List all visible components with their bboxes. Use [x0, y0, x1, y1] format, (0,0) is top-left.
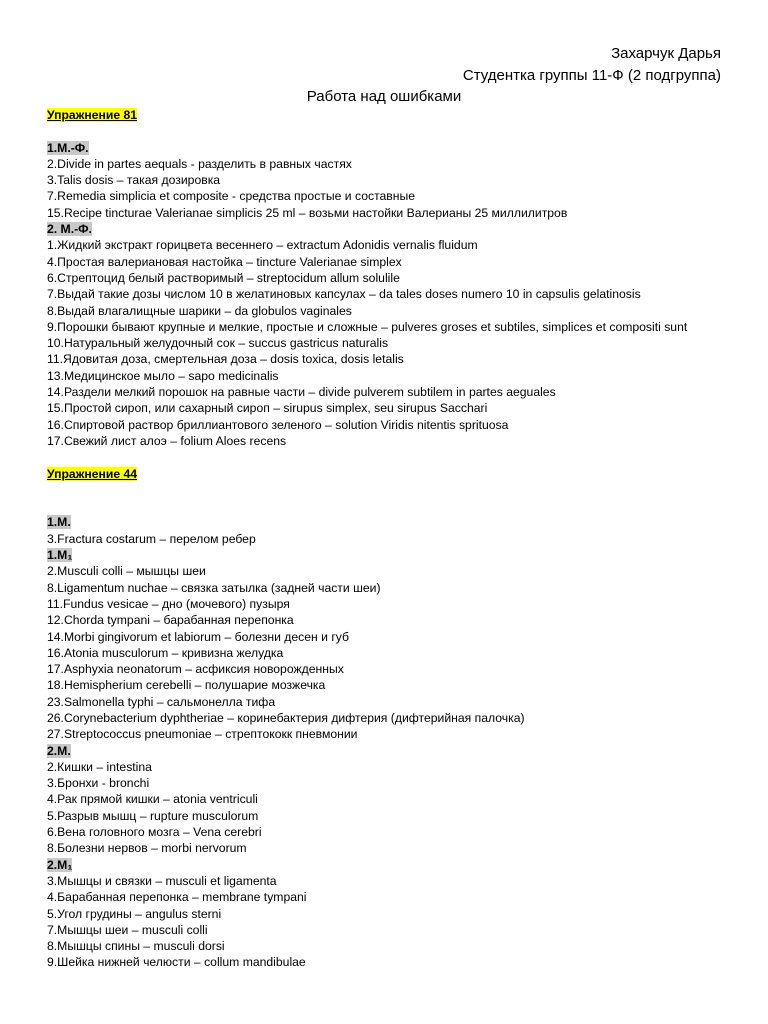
- list-item: 5.Угол грудины – angulus sterni: [47, 906, 222, 921]
- list-item: 4.Простая валериановая настойка – tincture Valerianae simplex: [47, 254, 402, 269]
- list-item: 26.Corynebacterium dyphtheriae – коринебактерия дифтерия (дифтерийная палочка): [47, 710, 525, 725]
- list-item: 7.Мышцы шеи – musculi colli: [47, 922, 208, 937]
- list-item: 4.Рак прямой кишки – atonia ventriculi: [47, 792, 258, 807]
- blank-line: [47, 498, 727, 514]
- list-item: 5.Разрыв мышц – rupture musculorum: [47, 808, 259, 823]
- list-item: 2.Divide in partes aequals - разделить в равных частях: [47, 156, 352, 171]
- list-item: 3.Fractura costarum – перелом ребер: [47, 531, 256, 546]
- list-item: 16.Atonia musculorum – кривизна желудка: [47, 645, 284, 660]
- list-item: 8.Ligamentum nuchae – связка затылка (задней части шеи): [47, 580, 381, 595]
- section-heading: 2. М.-Ф.: [47, 222, 92, 237]
- section-heading: 2.М.: [47, 743, 71, 758]
- list-item: 8.Болезни нервов – morbi nervorum: [47, 841, 247, 856]
- list-item: 8.Выдай влагалищные шарики – da globulos vaginales: [47, 303, 352, 318]
- list-item: 8.Мышцы спины – musculi dorsi: [47, 939, 225, 954]
- author-name: Захарчук Дарья: [611, 45, 721, 62]
- list-item: 23.Salmonella typhi – сальмонелла тифа: [47, 694, 276, 709]
- list-item: 12.Chorda tympani – барабанная перепонка: [47, 613, 294, 628]
- list-item: 11.Ядовитая доза, смертельная доза – dosis toxica, dosis letalis: [47, 352, 404, 367]
- list-item: 13.Медицинское мыло – sapo medicinalis: [47, 368, 279, 383]
- list-item: 1.Жидкий экстракт горицвета весеннего – extractum Adonidis vernalis fluidum: [47, 238, 478, 253]
- list-item: 17.Свежий лист алоэ – folium Aloes recens: [47, 433, 287, 448]
- blank-line: [47, 449, 727, 465]
- list-item: 10.Натуральный желудочный сок – succus gastricus naturalis: [47, 336, 389, 351]
- document-body: [47, 107, 727, 971]
- list-item: 27.Streptococcus pneumoniae – стрептококк пневмонии: [47, 727, 358, 742]
- blank-line: [47, 482, 727, 498]
- section-heading: 1.М.-Ф.: [47, 140, 89, 155]
- list-item: 9.Порошки бывают крупные и мелкие, простые и сложные – pulveres groses et subtiles, simplices et compositi sunt: [47, 319, 688, 334]
- list-item: 3.Talis dosis – такая дозировка: [47, 173, 221, 188]
- list-item: 18.Hemispherium cerebelli – полушарие мозжечка: [47, 678, 326, 693]
- list-item: 7.Remedia simplicia et composite - средства простые и составные: [47, 189, 416, 204]
- author-group: Студентка группы 11-Ф (2 подгруппа): [462, 67, 721, 84]
- page-title: Работа над ошибками: [306, 88, 462, 105]
- section-heading: 1.М.: [47, 515, 71, 530]
- list-item: 14.Morbi gingivorum et labiorum – болезни десен и губ: [47, 629, 349, 644]
- blank-line: [47, 123, 727, 139]
- list-item: 9.Шейка нижней челюсти – collum mandibulae: [47, 955, 306, 970]
- list-item: 16.Спиртовой раствор бриллиантового зеленого – solution Viridis nitentis sprituosa: [47, 417, 509, 432]
- exercise-81-title: Упражнение 81: [47, 108, 138, 122]
- section-heading: 1.М₁: [47, 548, 73, 563]
- list-item: 17.Asphyxia neonatorum – асфиксия новорожденных: [47, 662, 344, 677]
- list-item: 14.Раздели мелкий порошок на равные части – divide pulverem subtilem in partes aeguales: [47, 385, 556, 400]
- list-item: 3.Мышцы и связки – musculi et ligamenta: [47, 873, 277, 888]
- list-item: 6.Вена головного мозга – Vena cerebri: [47, 825, 262, 840]
- list-item: 2.Кишки – intestina: [47, 759, 152, 774]
- list-item: 6.Стрептоцид белый растворимый – streptocidum allum solulile: [47, 270, 400, 285]
- list-item: 7.Выдай такие дозы числом 10 в желатиновых капсулах – da tales doses numero 10 in capsulis gelatinosis: [47, 287, 641, 302]
- list-item: 3.Бронхи - bronchi: [47, 776, 150, 791]
- list-item: 2.Musculi colli – мышцы шеи: [47, 564, 206, 579]
- list-item: 11.Fundus vesicae – дно (мочевого) пузыря: [47, 596, 290, 611]
- list-item: 15.Простой сироп, или сахарный сироп – sirupus simplex, seu sirupus Sacchari: [47, 401, 488, 416]
- exercise-44-title: Упражнение 44: [47, 466, 138, 481]
- list-item: 4.Барабанная перепонка – membrane tympani: [47, 890, 307, 905]
- list-item: 15.Recipe tincturae Valerianae simplicis 25 ml – возьми настойки Валерианы 25 миллилитров: [47, 205, 568, 220]
- section-heading: 2.М₁: [47, 857, 73, 872]
